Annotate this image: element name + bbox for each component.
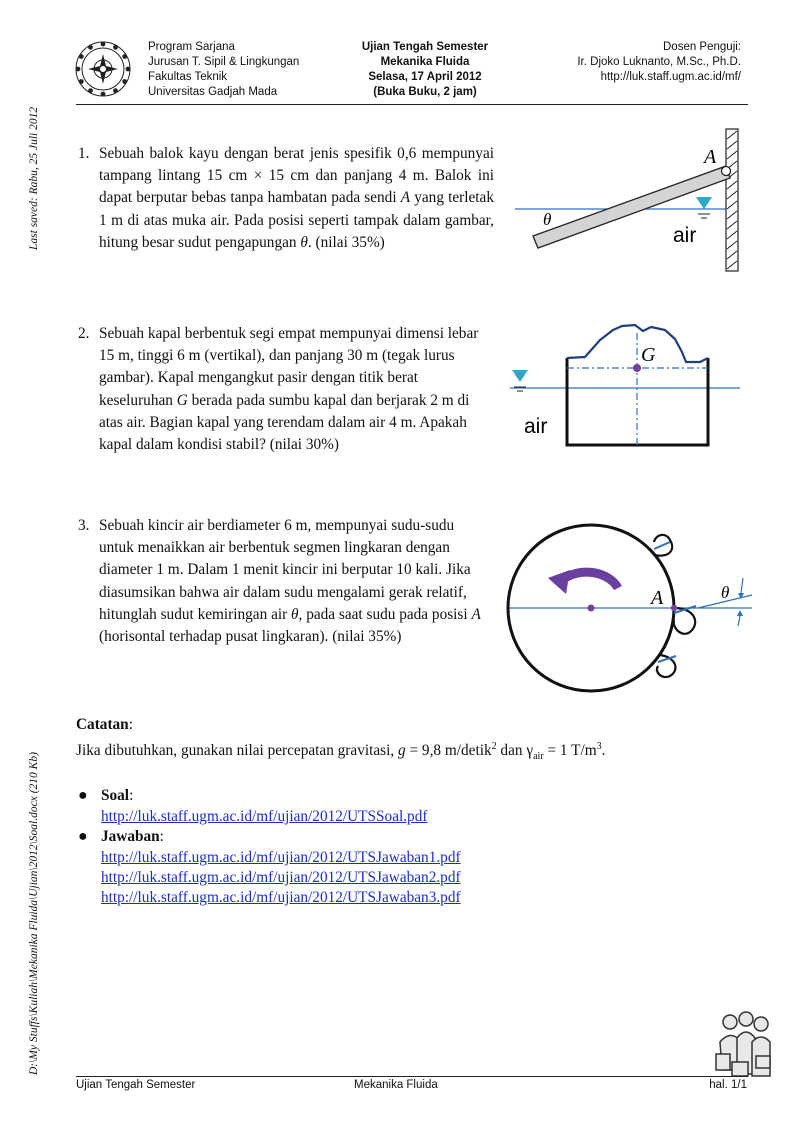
question-1-text-b: yang terletak 1 m di atas muka air. Pada posisi seperti tampak dalam gambar, hitung besar sudut pengapungan [99, 189, 494, 251]
fig3-label-a: A [651, 587, 664, 609]
fig1-hinge [722, 167, 731, 176]
figure-3-water-wheel [500, 520, 760, 700]
jawaban-label: Jawaban [101, 828, 160, 845]
header-exam-info [340, 40, 510, 100]
bullet-soal: ● [78, 787, 88, 804]
header-examiner-label: Dosen Penguji: [663, 41, 741, 53]
fig3-label-theta: θ [721, 583, 730, 602]
question-2-text-a: Sebuah kapal berbentuk segi empat mempunyai dimensi lebar 15 m, tinggi 6 m (vertikal), dan panjang 30 m (tegak lurus gambar). Kapal mengangkut pasir dengan titik berat keseluruhan [99, 325, 479, 409]
note-sup-2: 2 [491, 741, 497, 752]
header-date: Selasa, 17 April 2012 [368, 71, 482, 83]
fig1-label-air: air [673, 224, 697, 247]
note-colon: : [128, 716, 133, 733]
fig1-beam [533, 166, 730, 248]
question-3-text-c: (horisontal terhadap pusat lingkaran). (nilai 35%) [99, 628, 402, 646]
bullet-jawaban: ● [78, 828, 88, 845]
header-examiner [520, 40, 741, 85]
question-1-number: 1. [78, 145, 90, 162]
footer-exam-title: Ujian Tengah Semester [76, 1079, 196, 1091]
question-3-text-b: , pada saat sudu pada posisi [298, 605, 472, 623]
note-text-a: Jika dibutuhkan, gunakan nilai percepatan gravitasi, [76, 742, 398, 760]
note-section [76, 714, 756, 768]
jawaban-label-row: Jawaban: [101, 828, 164, 845]
fig3-bucket-top [654, 535, 672, 556]
soal-label: Soal [101, 787, 130, 804]
note-sup-3: 3 [596, 741, 602, 752]
note-text-d: = 1 T/m [543, 742, 597, 760]
jawaban-link-3[interactable]: http://luk.staff.ugm.ac.id/mf/ujian/2012/UTSJawaban3.pdf [101, 889, 461, 906]
question-2-text-b: berada pada sumbu kapal dan berjarak 2 m di atas air. Bagian kapal yang terendam dalam air 4 m. Apakah kapal dalam kondisi stabil? (nilai 30%) [99, 391, 470, 454]
fig3-rotation-arrow [548, 570, 618, 594]
fig1-label-a: A [704, 146, 717, 168]
question-1-text-c: . (nilai 35%) [307, 233, 385, 251]
question-3-var-theta: θ [291, 605, 299, 623]
figure-1-floating-beam [505, 125, 750, 275]
header-exam-mode: (Buka Buku, 2 jam) [373, 86, 477, 98]
figure-2-barge [505, 315, 750, 455]
header-university: Universitas Gadjah Mada [148, 86, 278, 98]
header-faculty: Fakultas Teknik [148, 71, 228, 83]
fig3-bucket-bottom [657, 655, 676, 677]
fig2-center-of-gravity [633, 364, 641, 372]
question-1-var-theta: θ [300, 233, 308, 251]
footer-divider [76, 1076, 748, 1077]
question-2-number: 2. [78, 325, 90, 342]
fig1-label-theta: θ [543, 210, 552, 229]
note-sub-air: air [533, 751, 544, 763]
note-text-c: dan γ [496, 742, 534, 760]
header-exam-title: Ujian Tengah Semester [361, 41, 489, 53]
note-text-e: . [601, 742, 606, 760]
header-examiner-url: http://luk.staff.ugm.ac.id/mf/ [600, 71, 741, 83]
question-3-text-a: Sebuah kincir air berdiameter 6 m, mempunyai sudu-sudu untuk menaikkan air berbentuk segmen lingkaran dengan diameter 1 m. Dalam 1 menit kincir ini berputar 10 kali. Jika diasumsikan bahwa air dalam sudu mengalami gerak relatif, hitunglah sudut kemiringan air [99, 517, 471, 623]
fig3-wheel-center [588, 605, 595, 612]
header-institution [148, 40, 299, 100]
question-3-number: 3. [78, 517, 90, 534]
note-title: Catatan [76, 716, 129, 733]
note-text [76, 736, 756, 768]
header-department: Jurusan T. Sipil & Lingkungan [148, 56, 300, 68]
fig2-label-g: G [641, 344, 656, 366]
sidebar-file-path: D:\My Stuffs\Kuliah\Mekanika Fluida\Ujian\2012\Soal.docx (210 Kb) [28, 752, 40, 1075]
footer-course: Mekanika Fluida [354, 1079, 438, 1091]
question-2-var-g: G [176, 391, 188, 409]
question-1-var-a: A [400, 189, 411, 207]
footer-people-clipart [712, 1010, 774, 1082]
question-2-text [99, 323, 491, 456]
jawaban-link-1[interactable]: http://luk.staff.ugm.ac.id/mf/ujian/2012/UTSJawaban1.pdf [101, 849, 461, 866]
question-3-text [99, 515, 489, 648]
university-seal-logo [74, 40, 132, 98]
question-1-text [99, 143, 494, 254]
soal-label-row: Soal: [101, 787, 134, 804]
soal-link[interactable]: http://luk.staff.ugm.ac.id/mf/ujian/2012/UTSSoal.pdf [101, 808, 428, 825]
question-3-var-a: A [471, 605, 481, 623]
header-examiner-name: Ir. Djoko Luknanto, M.Sc., Ph.D. [577, 56, 741, 68]
fig1-wall [726, 129, 738, 271]
header-program: Program Sarjana [148, 41, 235, 53]
note-var-g: g [397, 742, 406, 760]
fig2-label-air: air [524, 415, 548, 438]
note-text-b: = 9,8 m/detik [405, 742, 492, 760]
question-1-text-a: Sebuah balok kayu dengan berat jenis spesifik 0,6 mempunyai tampang lintang 15 cm × 15 cm dan panjang 4 m. Balok ini dapat berputar bebas tanpa hambatan pada sendi [99, 145, 494, 207]
fig1-water-level-icon [696, 197, 712, 218]
header-divider [76, 104, 748, 105]
footer-page-number: hal. 1/1 [709, 1079, 747, 1091]
sidebar-last-saved: Last saved: Rabu, 25 Juli 2012 [28, 106, 40, 250]
jawaban-link-2[interactable]: http://luk.staff.ugm.ac.id/mf/ujian/2012/UTSJawaban2.pdf [101, 869, 461, 886]
header-course: Mekanika Fluida [380, 56, 470, 68]
